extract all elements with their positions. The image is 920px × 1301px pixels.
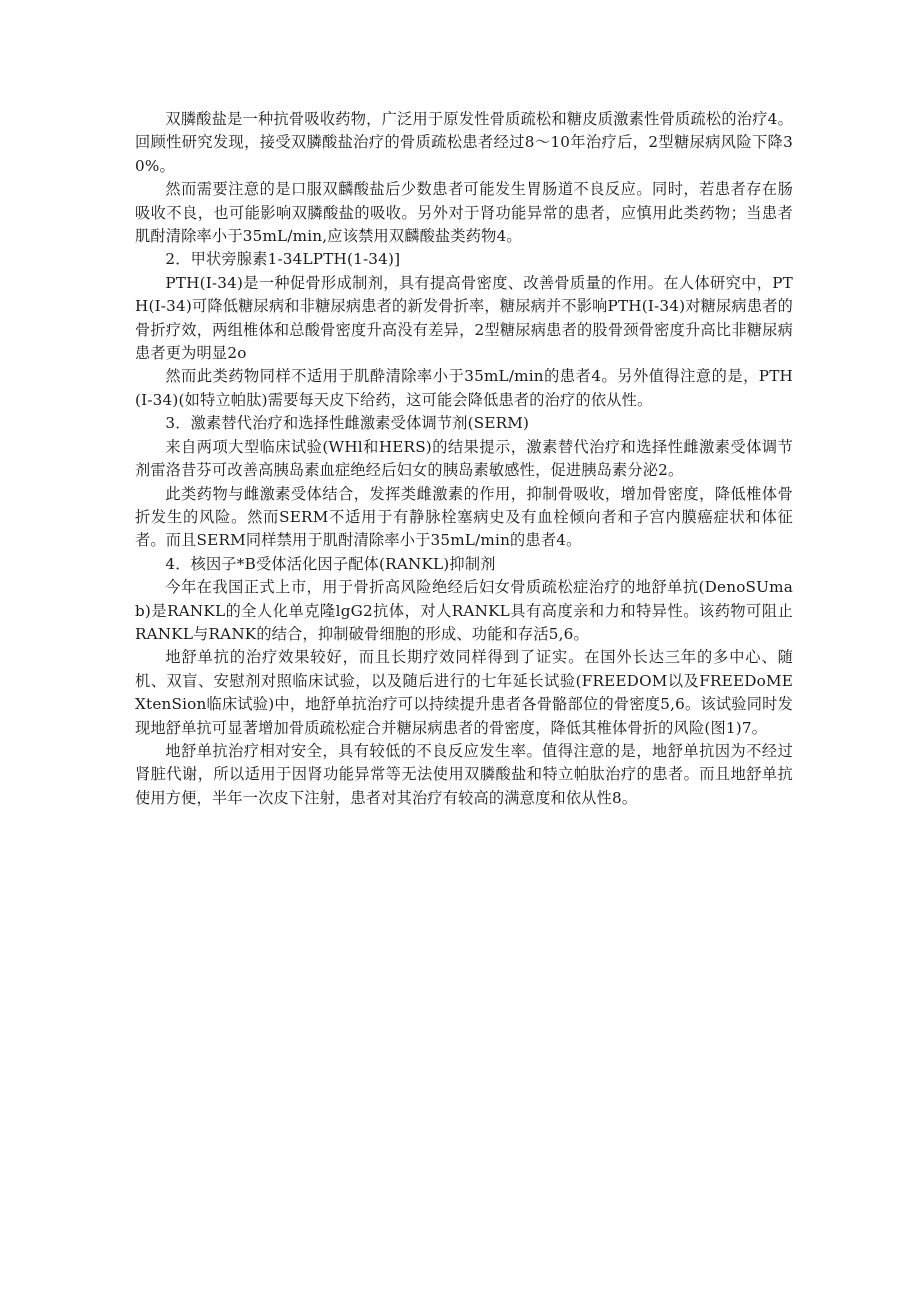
paragraph-denosumab-safety: 地舒单抗治疗相对安全，具有较低的不良反应发生率。值得注意的是，地舒单抗因为不经过肾脏代谢，所以适用于因肾功能异常等无法使用双膦酸盐和特立帕肽治疗的患者。而且地舒单抗使用方便，半年一次皮下注射，患者对其治疗有较高的满意度和依从性8。 xyxy=(135,741,793,807)
paragraph-serm-trials: 来自两项大型临床试验(WHl和HERS)的结果提示，激素替代治疗和选择性雌激素受体调节剂雷洛昔芬可改善高胰岛素血症绝经后妇女的胰岛素敏感性，促进胰岛素分泌2。 xyxy=(135,437,793,480)
paragraph-pth-caution: 然而此类药物同样不适用于肌酔清除率小于35mL/min的患者4。另外值得注意的是，PTH(I-34)(如特立帕肽)需要每天皮下给药，这可能会降低患者的治疗的依从性。 xyxy=(135,367,793,409)
section-heading-pth: 2．甲状旁腺素1-34LPTH(1-34)] xyxy=(165,250,401,269)
paragraph-pth-effect: PTH(I-34)是一种促骨形成制剂，具有提高骨密度、改善骨质量的作用。在人体研究中，PTH(I-34)可降低糖尿病和非糖尿病患者的新发骨折率，糖尿病并不影响PTH(I-34)对糖尿病患者的骨折疗效，两组椎体和总酸骨密度升高没有差异，2型糖尿病患者的股骨颈骨密度升高比非糖尿病患者更为明显2o xyxy=(135,273,793,363)
paragraph-bisphosphonate-intro: 双膦酸盐是一种抗骨吸收药物，广泛用于原发性骨质疏松和糖皮质激素性骨质疏松的治疗4。回顾性研究发现，接受双膦酸盐治疗的骨质疏松患者经过8～10年治疗后，2型糖尿病风险下降30%。 xyxy=(135,110,793,175)
section-heading-rankl: 4．核因子*B受体活化因子配体(RANKL)抑制剂 xyxy=(165,554,496,573)
document-body xyxy=(135,108,793,810)
paragraph-serm-caution: 此类药物与雌激素受体结合，发挥类雌激素的作用，抑制骨吸收，增加骨密度，降低椎体骨折发生的风险。然而SERM不适用于有静脉栓塞病史及有血栓倾向者和子宫内膜癌症状和体征者。而且SERM同样禁用于肌酎清除率小于35mL/min的患者4。 xyxy=(135,484,793,550)
section-heading-serm: 3．激素替代治疗和选择性雌激素受体调节剂(SERM) xyxy=(165,414,530,433)
paragraph-denosumab-intro: 今年在我国正式上市，用于骨折高风险绝经后妇女骨质疏松症治疗的地舒单抗(DenoSUmab)是RANKL的全人化单克隆lgG2抗体，对人RANKL具有高度亲和力和特异性。该药物可阻止RANKL与RANK的结合，抑制破骨细胞的形成、功能和存活5,6。 xyxy=(135,578,793,643)
paragraph-bisphosphonate-caution: 然而需要注意的是口服双麟酸盐后少数患者可能发生胃肠道不良反应。同时，若患者存在肠吸收不良，也可能影响双膦酸盐的吸收。另外对于肾功能异常的患者，应慎用此类药物；当患者肌酎清除率小于35mL∕min,应该禁用双麟酸盐类药物4。 xyxy=(135,180,793,246)
paragraph-denosumab-efficacy: 地舒单抗的治疗效果较好，而且长期疗效同样得到了证实。在国外长达三年的多中心、随机、双盲、安慰剂对照临床试验，以及随后进行的七年延长试验(FREEDOM以及FREEDoMEXtenSion临床试验)中，地舒单抗治疗可以持续提升患者各骨骼部位的骨密度5,6。该试验同时发现地舒单抗可显著增加骨质疏松症合并糖尿病患者的骨密度，降低其椎体骨折的风险(图1)7。 xyxy=(135,648,793,737)
